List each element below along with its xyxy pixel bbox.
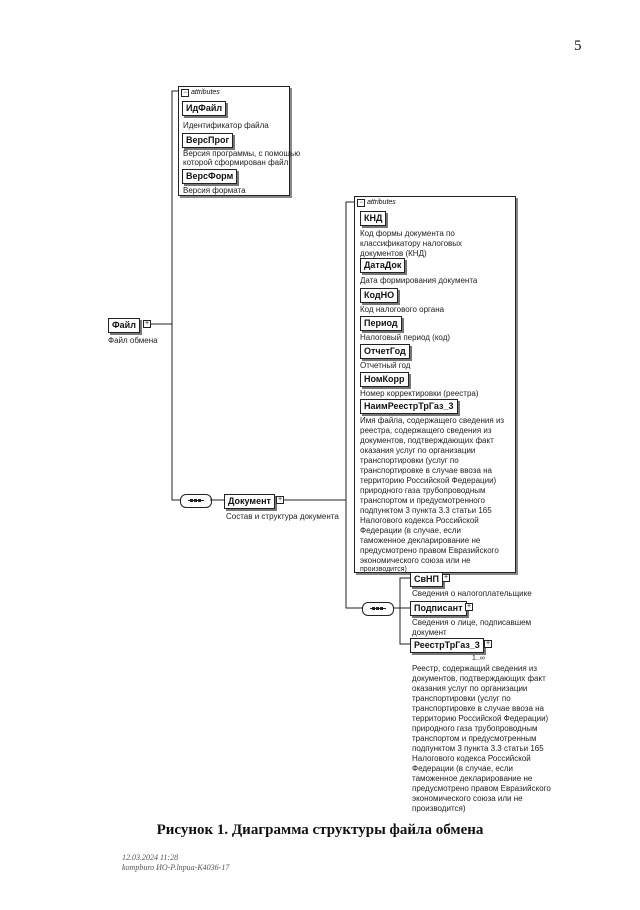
attr-naimreestr-desc-4: оказания услуг по организации: [360, 446, 476, 455]
attr-naimreestr-desc-13: таможенное декларирование не: [360, 536, 481, 545]
attr-naimreestr[interactable]: НаимРеестрТрГаз_3: [360, 399, 458, 414]
child-podpisant-desc-1: Сведения о лице, подписавшем: [412, 618, 532, 627]
attr-kodno[interactable]: КодНО: [360, 288, 398, 303]
file-attributes-header: − attributes: [181, 88, 220, 97]
child-reestr-desc-8: транспортом и предусмотренным: [412, 734, 537, 743]
root-node[interactable]: [108, 318, 140, 333]
child-reestr-multiplicity: 1..∞: [472, 655, 485, 662]
child-svnp[interactable]: [410, 572, 443, 587]
child-reestr-desc-13: предусмотрено правом Евразийского: [412, 784, 551, 793]
attr-naimreestr-desc-8: природного газа трубопроводным: [360, 486, 486, 495]
document-node[interactable]: [224, 494, 275, 509]
attr-naimreestr-desc-10: подпунктом 3 пункта 3.3 статьи 165: [360, 506, 492, 515]
root-label: Файл: [112, 320, 136, 330]
attr-versform[interactable]: ВерсФорм: [182, 169, 237, 184]
collapse-icon[interactable]: −: [357, 199, 365, 207]
attr-datadok[interactable]: ДатаДок: [360, 258, 405, 273]
child-reestr-desc-5: транспортировке в случае ввоза на: [412, 704, 544, 713]
attr-idfile[interactable]: ИдФайл: [182, 101, 226, 116]
attr-naimreestr-desc-2: реестра, содержащего сведения из: [360, 426, 492, 435]
attr-naimreestr-desc-9: транспортом и предусмотренного: [360, 496, 485, 505]
attr-otchetgod-desc: Отчетный год: [360, 361, 411, 370]
child-reestr-desc-14: экономического союза или не: [412, 794, 523, 803]
attr-versprog-desc-1: Версия программы, с помощью: [183, 149, 301, 158]
attr-knd-desc-2: классификатору налоговых: [360, 239, 463, 248]
attr-naimreestr-desc-1: Имя файла, содержащего сведения из: [360, 416, 505, 425]
child-reestr[interactable]: [410, 638, 484, 653]
attr-knd-desc-1: Код формы документа по: [360, 229, 455, 238]
attr-naimreestr-desc-16: производится): [360, 566, 407, 573]
expand-icon[interactable]: +: [466, 603, 472, 610]
attr-naimreestr-desc-11: Налогового кодекса Российской: [360, 516, 479, 525]
attr-naimreestr-desc-6: транспортировке в случае ввоза на: [360, 466, 492, 475]
expand-icon[interactable]: +: [485, 640, 491, 647]
attr-idfile-desc: Идентификатор файла: [183, 121, 269, 130]
attr-versprog-desc-2: которой сформирован файл: [183, 158, 289, 167]
document-label: Документ: [228, 496, 271, 506]
child-reestr-desc-11: Федерации (в случае, если: [412, 764, 514, 773]
child-reestr-desc-15: производится): [412, 804, 466, 813]
attr-datadok-desc: Дата формирования документа: [360, 276, 478, 285]
attr-knd-desc-3: документов (КНД): [360, 249, 427, 258]
child-reestr-desc-6: территорию Российской Федерации): [412, 714, 549, 723]
child-podpisant-desc-2: документ: [412, 628, 447, 637]
attr-period[interactable]: Период: [360, 316, 402, 331]
attr-naimreestr-desc-5: транспортировки (услуг по: [360, 456, 459, 465]
child-reestr-desc-1: Реестр, содержащий сведения из: [412, 664, 538, 673]
attr-period-desc: Налоговый период (код): [360, 333, 451, 342]
stamp-date: 12.03.2024 11:28: [122, 853, 179, 862]
sequence-icon: [362, 602, 394, 616]
attr-versform-desc: Версия формата: [183, 186, 246, 195]
child-svnp-label: СвНП: [414, 574, 440, 584]
attr-nomkorr-desc: Номер корректировки (реестра): [360, 389, 479, 398]
child-reestr-desc-2: документов, подтверждающих факт: [412, 674, 546, 683]
attr-versprog[interactable]: ВерсПрог: [182, 133, 233, 148]
expand-icon[interactable]: +: [144, 320, 150, 327]
attr-nomkorr[interactable]: НомКорр: [360, 372, 409, 387]
child-podpisant[interactable]: [410, 601, 467, 616]
child-reestr-desc-12: таможенное декларирование не: [412, 774, 533, 783]
doc-attributes-header: − attributes: [357, 198, 396, 207]
child-reestr-desc-7: природного газа трубопроводным: [412, 724, 538, 733]
sequence-icon: [180, 494, 212, 508]
child-svnp-desc: Сведения о налогоплательщике: [412, 589, 532, 598]
attr-knd[interactable]: КНД: [360, 211, 386, 226]
collapse-icon[interactable]: −: [181, 89, 189, 97]
attr-naimreestr-desc-3: документов, подтверждающих факт: [360, 436, 494, 445]
attr-naimreestr-desc-12: Федерации (в случае, если: [360, 526, 462, 535]
page-number: 5: [574, 38, 582, 54]
figure-caption: Рисунок 1. Диаграмма структуры файла обмена: [156, 822, 484, 838]
attr-naimreestr-desc-7: территорию Российской Федерации): [360, 476, 497, 485]
attr-otchetgod[interactable]: ОтчетГод: [360, 344, 410, 359]
attr-naimreestr-desc-15: экономического союза или не: [360, 556, 471, 565]
child-reestr-desc-4: транспортировки (услуг по: [412, 694, 511, 703]
expand-icon[interactable]: +: [443, 574, 449, 581]
child-podpisant-label: Подписант: [414, 603, 463, 613]
attr-kodno-desc: Код налогового органа: [360, 305, 445, 314]
attr-naimreestr-desc-14: предусмотрено правом Евразийского: [360, 546, 499, 555]
child-reestr-desc-3: оказания услуг по организации: [412, 684, 528, 693]
document-desc: Состав и структура документа: [226, 512, 339, 521]
child-reestr-desc-10: Налогового кодекса Российской: [412, 754, 531, 763]
root-desc: Файл обмена: [108, 336, 158, 345]
child-reestr-label: РеестрТрГаз_3: [414, 640, 480, 650]
child-reestr-desc-9: подпунктом 3 пункта 3.3 статьи 165: [412, 744, 544, 753]
expand-icon[interactable]: +: [277, 496, 283, 503]
stamp-path: kompburo ИО-Р.lnpua-K4036-17: [122, 863, 230, 872]
